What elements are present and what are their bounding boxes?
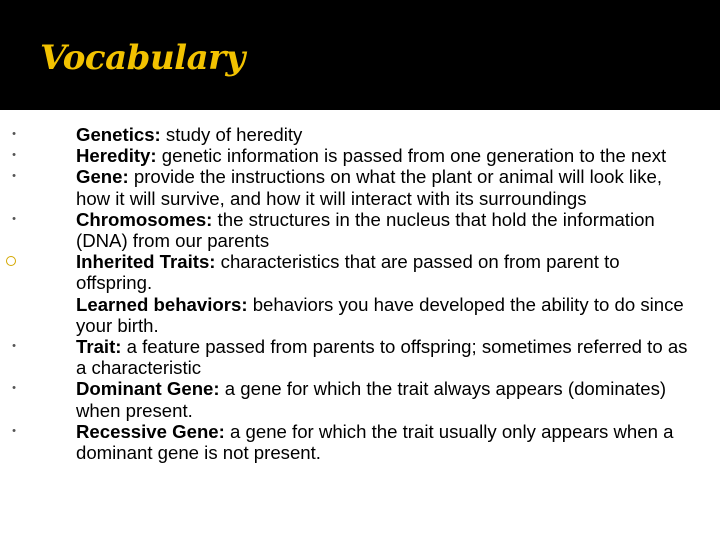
title-bar (0, 0, 720, 110)
item-term: Genetics: (76, 124, 161, 145)
list-item (0, 336, 720, 378)
bullet-icon: • (12, 128, 16, 140)
item-definition: a gene for which the trait usually only appears when a dominant gene is not present. (76, 420, 674, 464)
item-definition: the structures in the nucleus that hold the information (DNA) from our parents (76, 208, 655, 252)
item-term: Gene: (76, 166, 129, 188)
list-item (0, 166, 720, 208)
bullet-icon: • (12, 212, 16, 225)
bullet-icon: • (12, 149, 16, 162)
list-item (0, 209, 720, 251)
list-item (0, 378, 720, 420)
item-term: Learned behaviors: (76, 293, 248, 315)
bullet-icon: • (12, 170, 16, 183)
item-term: Inherited Traits: (76, 251, 216, 273)
list-item (0, 251, 720, 293)
item-term: Dominant Gene: (76, 378, 220, 400)
item-definition: a feature passed from parents to offspring; sometimes referred to as a characteristic (76, 336, 688, 379)
item-term: Trait: (76, 336, 122, 358)
item-term: Heredity: (76, 145, 157, 167)
item-definition: characteristics that are passed on from parent to offspring. (76, 251, 620, 294)
item-definition: behaviors you have developed the ability to do since your birth. (76, 293, 684, 336)
ring-bullet-icon (6, 256, 16, 266)
slide-title: Vocabulary (40, 38, 245, 78)
bullet-icon: • (12, 382, 16, 395)
item-term: Chromosomes: (76, 208, 213, 230)
vocabulary-list (0, 124, 720, 463)
list-item (0, 124, 720, 145)
list-item (0, 294, 720, 336)
list-item (0, 145, 720, 166)
item-definition: study of heredity (160, 124, 303, 145)
item-definition: a gene for which the trait always appears (dominates) when present. (76, 378, 667, 421)
list-item (0, 421, 720, 463)
bullet-icon: • (12, 424, 16, 437)
item-definition: provide the instructions on what the plant or animal will look like, how it will survive, and how it will interact with its surroundings (76, 166, 662, 209)
bullet-icon: • (12, 340, 16, 353)
item-definition: genetic information is passed from one generation to the next (156, 145, 667, 167)
item-term: Recessive Gene: (76, 420, 225, 442)
